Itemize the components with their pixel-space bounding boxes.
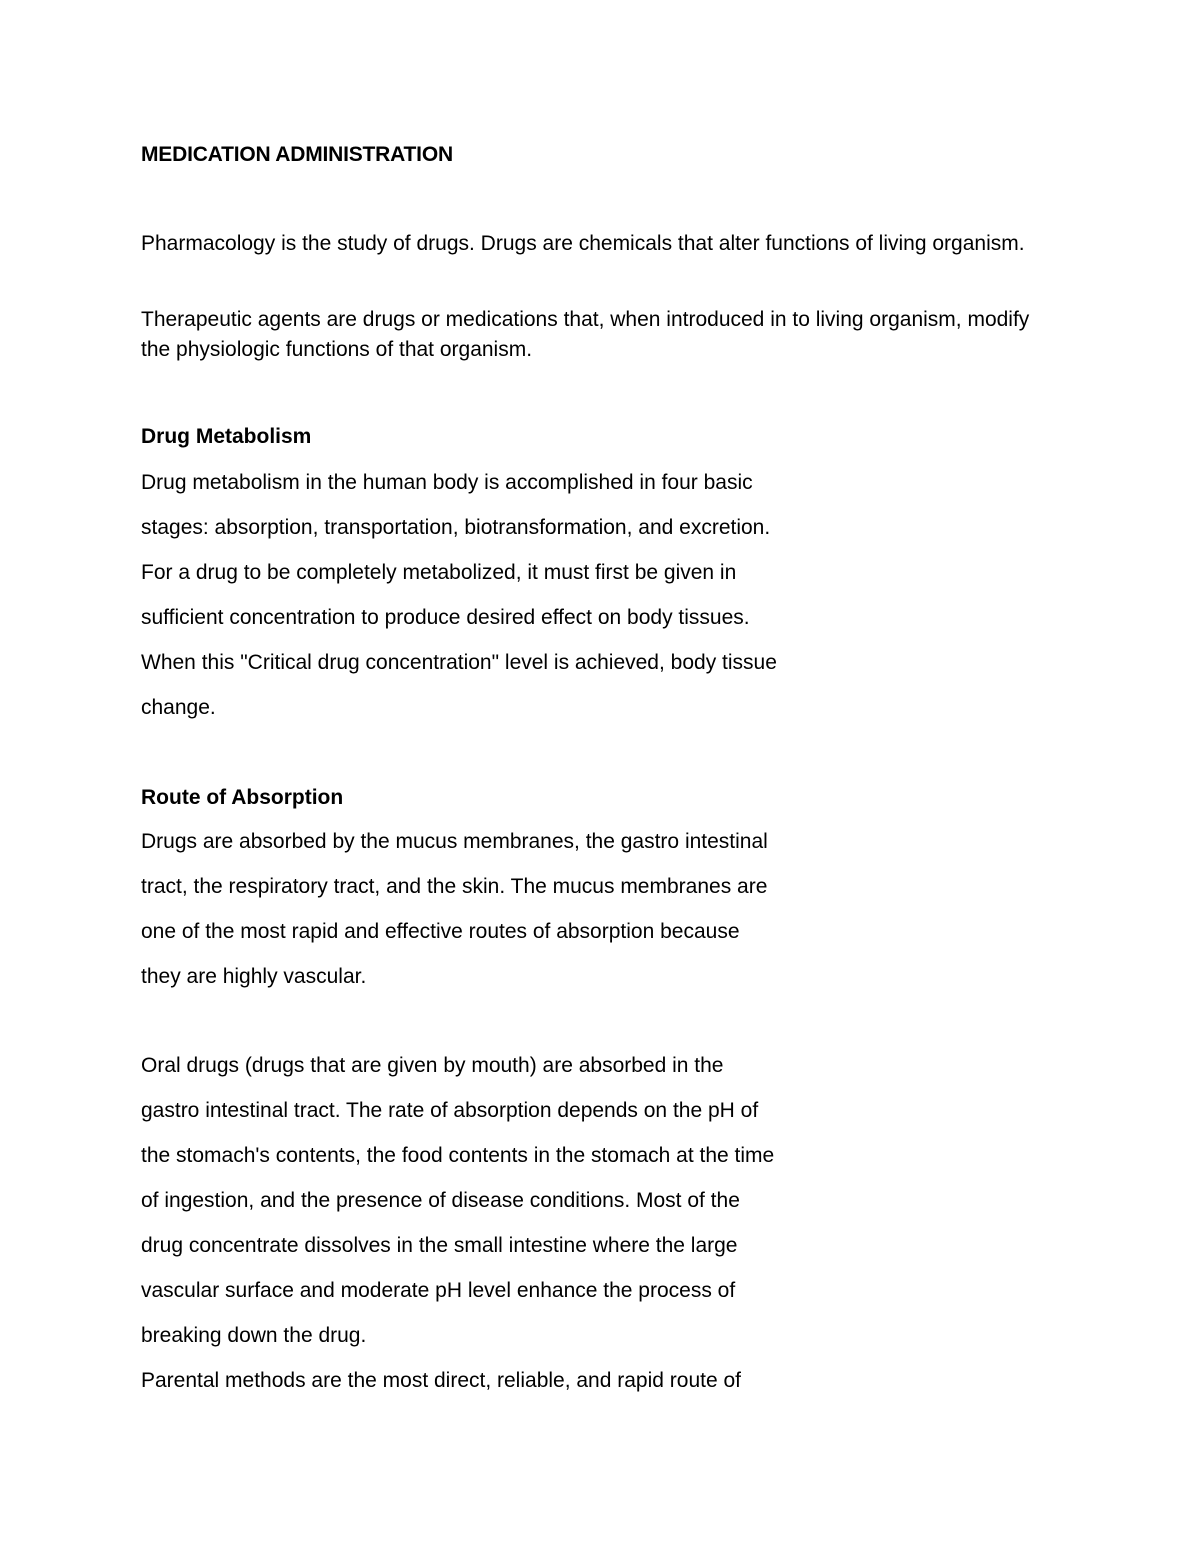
drug-metabolism-line: stages: absorption, transportation, biotransformation, and excretion. xyxy=(141,516,771,539)
route-of-absorption-line: one of the most rapid and effective routes of absorption because xyxy=(141,920,740,943)
drug-metabolism-line: When this "Critical drug concentration" level is achieved, body tissue xyxy=(141,651,777,674)
drug-metabolism-line: change. xyxy=(141,696,216,719)
oral-drugs-line: vascular surface and moderate pH level enhance the process of xyxy=(141,1279,736,1302)
oral-drugs-line: drug concentrate dissolves in the small intestine where the large xyxy=(141,1234,738,1257)
document-title: MEDICATION ADMINISTRATION xyxy=(141,143,453,166)
intro-paragraph-2 xyxy=(141,305,1041,365)
oral-drugs-line: breaking down the drug. xyxy=(141,1324,367,1347)
route-of-absorption-heading: Route of Absorption xyxy=(141,786,344,809)
oral-drugs-line: of ingestion, and the presence of disease conditions. Most of the xyxy=(141,1189,740,1212)
route-of-absorption-line: Drugs are absorbed by the mucus membranes, the gastro intestinal xyxy=(141,830,768,853)
oral-drugs-line: Parental methods are the most direct, reliable, and rapid route of xyxy=(141,1369,741,1392)
drug-metabolism-line: sufficient concentration to produce desired effect on body tissues. xyxy=(141,606,750,629)
oral-drugs-line: Oral drugs (drugs that are given by mouth) are absorbed in the xyxy=(141,1054,724,1077)
drug-metabolism-line: For a drug to be completely metabolized, it must first be given in xyxy=(141,561,737,584)
intro-paragraph-1 xyxy=(141,229,1041,259)
route-of-absorption-line: tract, the respiratory tract, and the skin. The mucus membranes are xyxy=(141,875,768,898)
route-of-absorption-line: they are highly vascular. xyxy=(141,965,367,988)
intro-text-2: Therapeutic agents are drugs or medications that, when introduced in to living organism, modify the physiologic functions of that organism. xyxy=(141,308,1030,361)
drug-metabolism-heading: Drug Metabolism xyxy=(141,425,312,448)
oral-drugs-line: gastro intestinal tract. The rate of absorption depends on the pH of xyxy=(141,1099,759,1122)
intro-text-1: Pharmacology is the study of drugs. Drugs are chemicals that alter functions of living organism. xyxy=(141,232,1025,255)
oral-drugs-line: the stomach's contents, the food contents in the stomach at the time xyxy=(141,1144,775,1167)
drug-metabolism-line: Drug metabolism in the human body is accomplished in four basic xyxy=(141,471,753,494)
